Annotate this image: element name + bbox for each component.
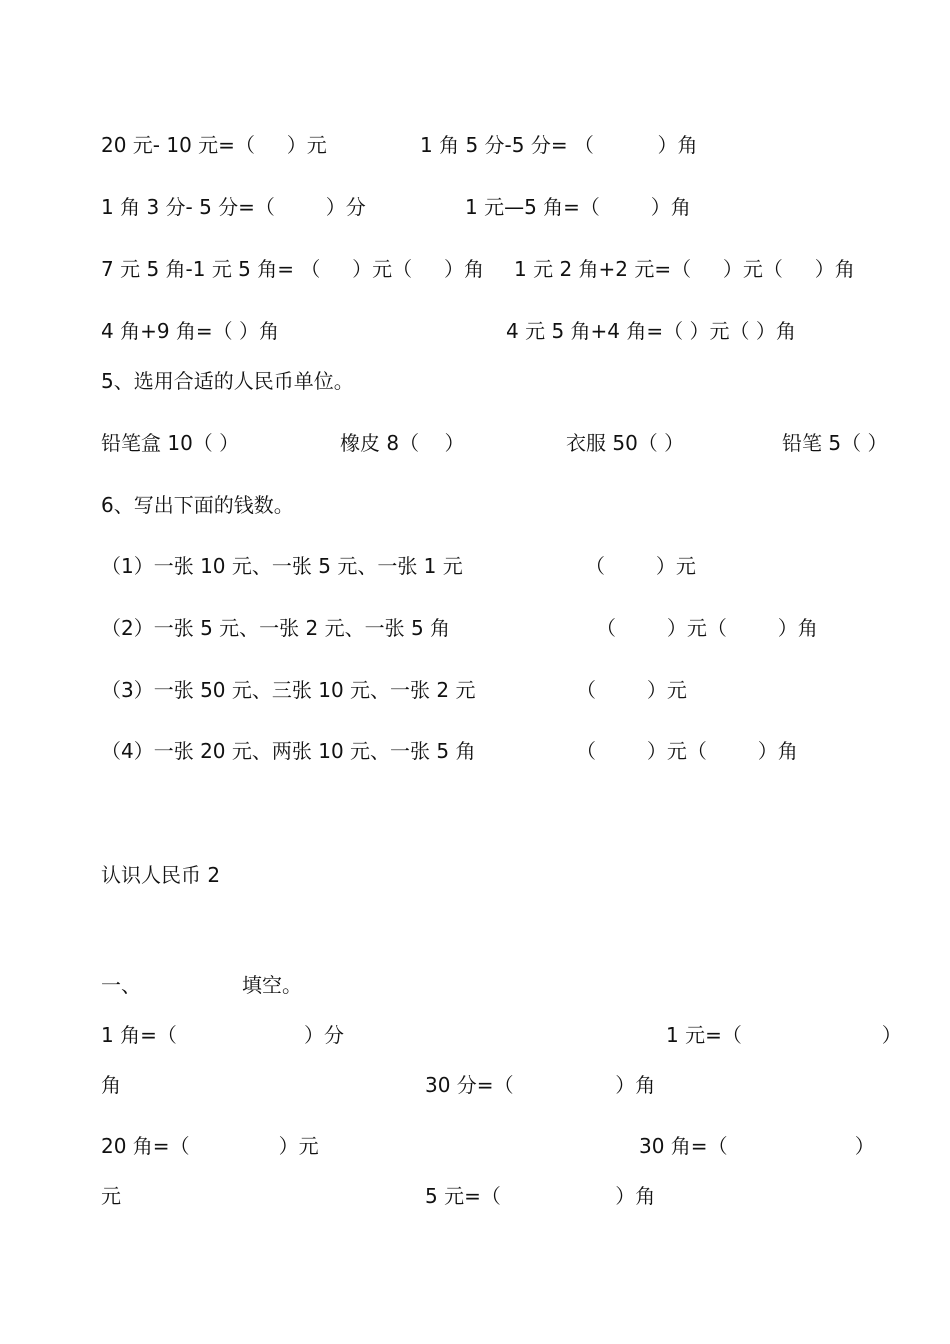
exercise-item: 1 角 5 分-5 分= （ ）角 (420, 133, 698, 157)
worksheet-title: 认识人民币 2 (101, 863, 221, 887)
exercise-item: 1 元—5 角=（ ）角 (465, 195, 691, 219)
section-title: 5、选用合适的人民币单位。 (101, 369, 354, 393)
exercise-item: 4 元 5 角+4 角=（ ）元（ ）角 (506, 319, 796, 343)
fill-blank-item: 20 角=（ ）元 (101, 1134, 319, 1158)
exercise-item: 1 角 3 分- 5 分=（ ）分 (101, 195, 366, 219)
fill-blank-item: 元 (101, 1184, 121, 1208)
exercise-item: 4 角+9 角=（ ）角 (101, 319, 280, 343)
fill-blank-item: 角 (101, 1073, 121, 1097)
section-title: 6、写出下面的钱数。 (101, 493, 294, 517)
unit-item: 衣服 50（ ） (566, 431, 685, 455)
fill-blank-item: 30 角=（ ） (639, 1134, 875, 1158)
unit-item: 橡皮 8（ ） (340, 431, 465, 455)
money-item-label: （1）一张 10 元、一张 5 元、一张 1 元 (101, 554, 463, 578)
exercise-item: 7 元 5 角-1 元 5 角= （ ）元（ ）角 (101, 257, 484, 281)
exercise-item: 1 元 2 角+2 元=（ ）元（ ）角 (514, 257, 855, 281)
heading-text: 填空。 (242, 973, 302, 997)
fill-blank-item: 1 元=（ ） (666, 1023, 902, 1047)
fill-blank-item: 5 元=（ ）角 (425, 1184, 656, 1208)
money-item-answer: （ ）元 (576, 678, 687, 702)
money-item-answer: （ ）元（ ）角 (576, 739, 798, 763)
fill-blank-item: 1 角=（ ）分 (101, 1023, 344, 1047)
money-item-label: （3）一张 50 元、三张 10 元、一张 2 元 (101, 678, 476, 702)
unit-item: 铅笔 5（ ） (782, 431, 888, 455)
heading-number: 一、 (101, 973, 141, 997)
money-item-label: （2）一张 5 元、一张 2 元、一张 5 角 (101, 616, 451, 640)
money-item-label: （4）一张 20 元、两张 10 元、一张 5 角 (101, 739, 476, 763)
money-item-answer: （ ）元（ ）角 (596, 616, 818, 640)
exercise-item: 20 元- 10 元=（ ）元 (101, 133, 327, 157)
unit-item: 铅笔盒 10（ ） (101, 431, 240, 455)
fill-blank-item: 30 分=（ ）角 (425, 1073, 656, 1097)
money-item-answer: （ ）元 (585, 554, 696, 578)
